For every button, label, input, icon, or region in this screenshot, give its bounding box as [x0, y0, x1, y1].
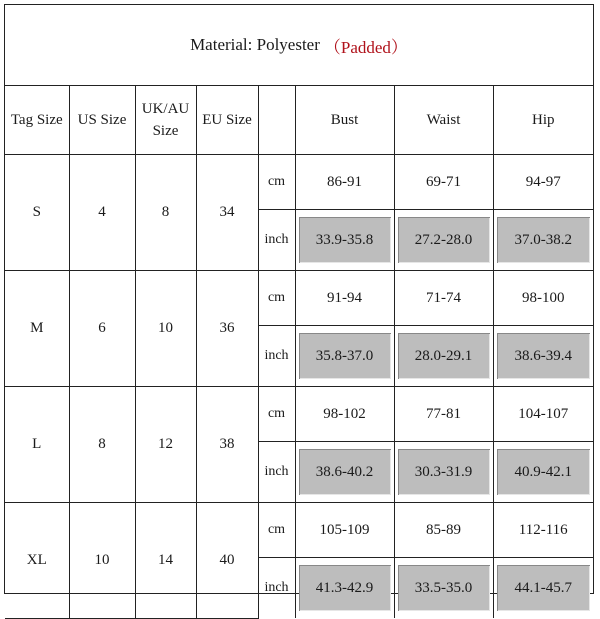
- cell-us-size: 10: [69, 503, 135, 619]
- cell-tag-size: XL: [5, 503, 69, 619]
- inch-value: 40.9-42.1: [497, 449, 591, 495]
- cell-bust-cm: 98-102: [295, 387, 394, 442]
- size-chart: [4, 4, 594, 594]
- inch-value: 28.0-29.1: [398, 333, 490, 379]
- cell-uk-size: 10: [135, 271, 196, 387]
- header-uk-au-size: UK/AU Size: [135, 85, 196, 155]
- cell-uk-size: 12: [135, 387, 196, 503]
- cell-uk-size: 14: [135, 503, 196, 619]
- cell-waist-inch: [394, 442, 493, 503]
- inch-value: 33.9-35.8: [299, 217, 391, 263]
- cell-eu-size: 36: [196, 271, 258, 387]
- cell-waist-inch: [394, 210, 493, 271]
- cell-waist-cm: 77-81: [394, 387, 493, 442]
- cell-eu-size: 40: [196, 503, 258, 619]
- cell-bust-inch: [295, 442, 394, 503]
- inch-value: 37.0-38.2: [497, 217, 591, 263]
- cell-tag-size: S: [5, 155, 69, 271]
- header-hip: Hip: [493, 85, 593, 155]
- cell-bust-cm: 105-109: [295, 503, 394, 558]
- inch-value: 33.5-35.0: [398, 565, 490, 611]
- header-tag-size: Tag Size: [5, 85, 69, 155]
- unit-cm-label: cm: [258, 271, 295, 326]
- unit-inch-label: inch: [258, 210, 295, 271]
- cell-hip-inch: [493, 326, 593, 387]
- inch-value: 30.3-31.9: [398, 449, 490, 495]
- cell-bust-inch: [295, 326, 394, 387]
- unit-inch-label: inch: [258, 558, 295, 619]
- size-table: [5, 85, 593, 619]
- header-eu-size: EU Size: [196, 85, 258, 155]
- cell-us-size: 6: [69, 271, 135, 387]
- cell-bust-cm: 91-94: [295, 271, 394, 326]
- cell-tag-size: M: [5, 271, 69, 387]
- unit-inch-label: inch: [258, 326, 295, 387]
- inch-value: 38.6-40.2: [299, 449, 391, 495]
- unit-cm-label: cm: [258, 155, 295, 210]
- chart-title: [5, 5, 593, 86]
- inch-value: 38.6-39.4: [497, 333, 591, 379]
- cell-us-size: 4: [69, 155, 135, 271]
- cell-hip-cm: 98-100: [493, 271, 593, 326]
- header-bust: Bust: [295, 85, 394, 155]
- table-row: [5, 503, 593, 558]
- cell-waist-inch: [394, 326, 493, 387]
- unit-inch-label: inch: [258, 442, 295, 503]
- material-label: Material: Polyester: [190, 35, 320, 54]
- cell-hip-cm: 94-97: [493, 155, 593, 210]
- cell-bust-inch: [295, 558, 394, 619]
- padded-note: （Padded）: [323, 37, 408, 57]
- header-waist: Waist: [394, 85, 493, 155]
- table-row: [5, 271, 593, 326]
- inch-value: 27.2-28.0: [398, 217, 490, 263]
- cell-hip-cm: 112-116: [493, 503, 593, 558]
- cell-eu-size: 38: [196, 387, 258, 503]
- cell-waist-cm: 85-89: [394, 503, 493, 558]
- unit-cm-label: cm: [258, 503, 295, 558]
- inch-value: 44.1-45.7: [497, 565, 591, 611]
- cell-waist-inch: [394, 558, 493, 619]
- cell-bust-inch: [295, 210, 394, 271]
- cell-waist-cm: 71-74: [394, 271, 493, 326]
- unit-cm-label: cm: [258, 387, 295, 442]
- cell-hip-inch: [493, 558, 593, 619]
- cell-uk-size: 8: [135, 155, 196, 271]
- cell-waist-cm: 69-71: [394, 155, 493, 210]
- cell-bust-cm: 86-91: [295, 155, 394, 210]
- table-row: [5, 155, 593, 210]
- inch-value: 41.3-42.9: [299, 565, 391, 611]
- cell-tag-size: L: [5, 387, 69, 503]
- cell-eu-size: 34: [196, 155, 258, 271]
- inch-value: 35.8-37.0: [299, 333, 391, 379]
- cell-hip-inch: [493, 210, 593, 271]
- header-row: [5, 85, 593, 155]
- header-us-size: US Size: [69, 85, 135, 155]
- header-unit: [258, 85, 295, 155]
- cell-hip-cm: 104-107: [493, 387, 593, 442]
- cell-us-size: 8: [69, 387, 135, 503]
- cell-hip-inch: [493, 442, 593, 503]
- table-row: [5, 387, 593, 442]
